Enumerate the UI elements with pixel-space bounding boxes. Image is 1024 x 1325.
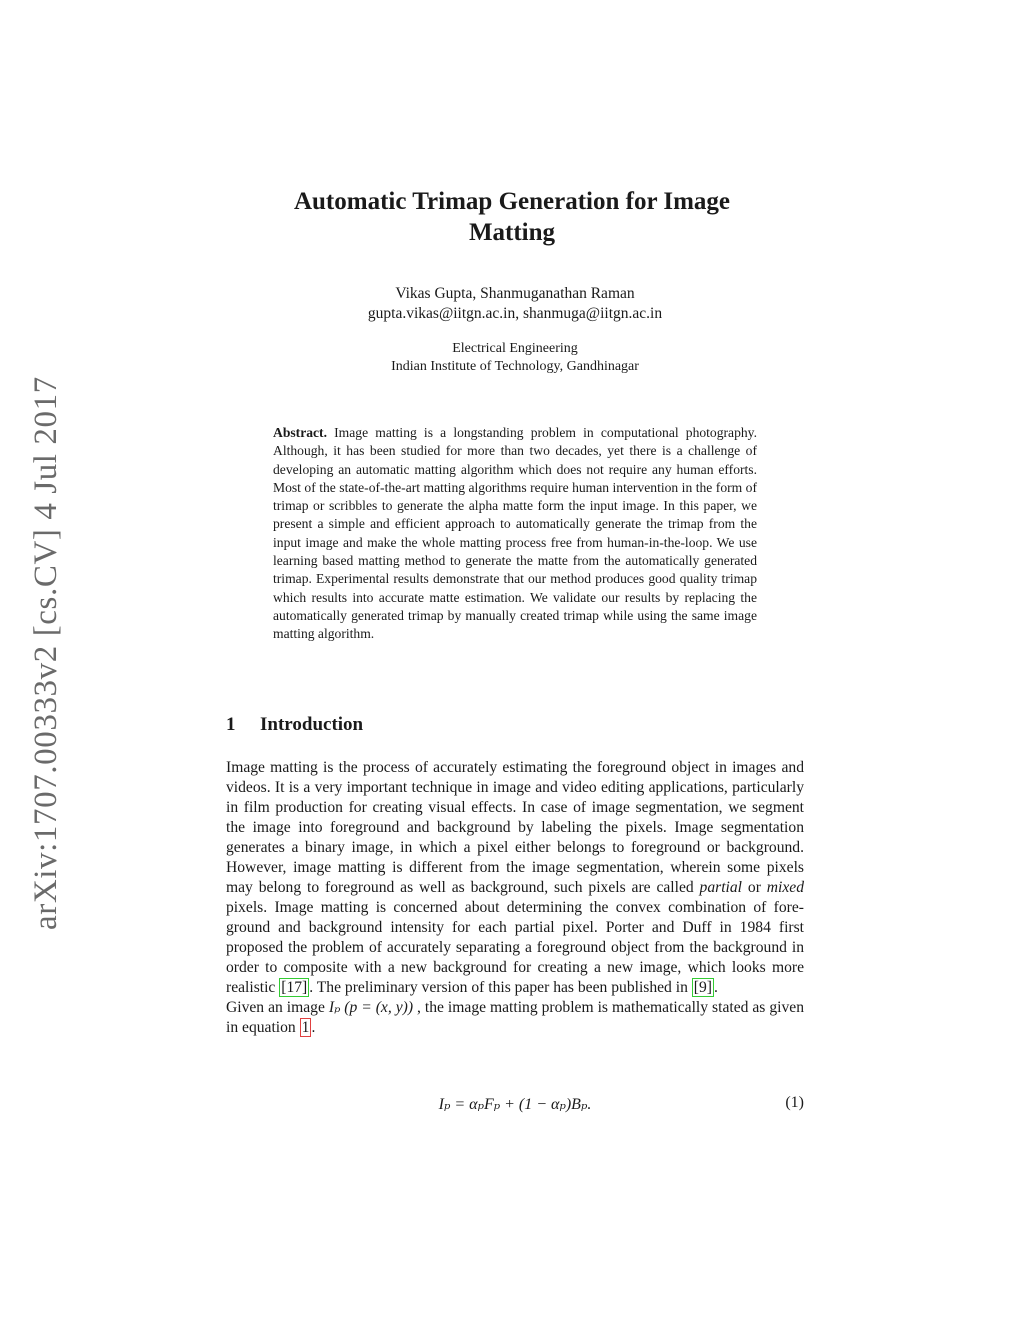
institute: Indian Institute of Technology, Gandhinagar bbox=[391, 359, 639, 374]
term-mixed: mixed bbox=[766, 879, 804, 896]
intro-text: pixels. Image matting is concerned about determining the convex combination of foreground and background intensity for each partial pixel. Porter and Duff in 1984 first proposed the problem of accurately separating a foreground object from the background in order to composite with a new background for creating a new image, which looks more realistic bbox=[226, 899, 804, 996]
equation-number: (1) bbox=[785, 1094, 804, 1111]
affiliation-block bbox=[0, 340, 1024, 376]
introduction-body bbox=[226, 758, 804, 1038]
intro-text: Given an image bbox=[226, 999, 325, 1016]
title-line-2: Matting bbox=[468, 219, 556, 246]
author-block bbox=[0, 284, 1024, 324]
intro-text: Image matting is the process of accurately estimating the foreground object in images and videos. It is a very important technique in image and video editing applications, particularly in film production for creating visual effects. In case of image segmentation, we segment the image into foreground and background by labeling the pixels. Image segmentation generates a binary image, in which a pixel either belongs to foreground or background. However, image matting is different from the image segmentation, wherein some pixels may belong to foreground as well as background, such pixels are called bbox=[226, 759, 804, 896]
author-names: Vikas Gupta, Shanmuganathan Raman bbox=[395, 285, 635, 302]
section-number: 1 bbox=[226, 714, 236, 735]
abstract-label: Abstract. bbox=[273, 425, 327, 440]
intro-text: or bbox=[747, 879, 761, 896]
citation-link-17[interactable]: [17] bbox=[281, 979, 308, 996]
intro-text: . bbox=[713, 979, 718, 996]
abstract-text: Image matting is a longstanding problem in computational photography. Although, it has been studied for more than two decades, yet there is a challenge of developing an automatic matting algorithm which does not require any human efforts. Most of the state-of-the-art matting algorithms require human intervention in the form of trimap or scribbles to generate the alpha matte form the input image. In this paper, we present a simple and efficient approach to automatically generate the trimap from the input image and make the whole matting process free from human-in-the-loop. We use learning based matting method to generate the matte from the automatically generated trimap. Experimental results demonstrate that our method produces good quality trimap which results into accurate matte estimation. We validate our results by replacing the automatically generated trimap by manually created trimap while using the same image matting algorithm. bbox=[273, 425, 757, 642]
intro-text: . bbox=[311, 1019, 316, 1036]
arxiv-identifier: arXiv:1707.00333v2 [cs.CV] 4 Jul 2017 bbox=[28, 376, 64, 930]
equation-1 bbox=[226, 1094, 804, 1116]
title-line-1: Automatic Trimap Generation for Image bbox=[293, 188, 731, 215]
citation-link-9[interactable]: [9] bbox=[693, 979, 712, 996]
term-partial: partial bbox=[699, 879, 743, 896]
abstract bbox=[273, 424, 757, 644]
section-heading bbox=[226, 714, 363, 736]
author-emails: gupta.vikas@iitgn.ac.in, shanmuga@iitgn.ac.in bbox=[367, 305, 663, 322]
intro-paragraph-1 bbox=[226, 758, 804, 998]
department: Electrical Engineering bbox=[452, 341, 578, 356]
equation-expression: Iₚ = αₚFₚ + (1 − αₚ)Bₚ. bbox=[438, 1096, 592, 1113]
intro-text: . The preliminary version of this paper has been published in bbox=[309, 979, 688, 996]
paper-title bbox=[0, 186, 1024, 248]
equation-reference-link[interactable]: 1 bbox=[301, 1019, 310, 1036]
inline-math: Iₚ (p = (x, y)) bbox=[328, 999, 414, 1016]
section-title: Introduction bbox=[260, 714, 364, 735]
intro-text: , the image matting problem is mathematically stated as given in equation bbox=[226, 999, 804, 1036]
intro-paragraph-2 bbox=[226, 998, 804, 1038]
